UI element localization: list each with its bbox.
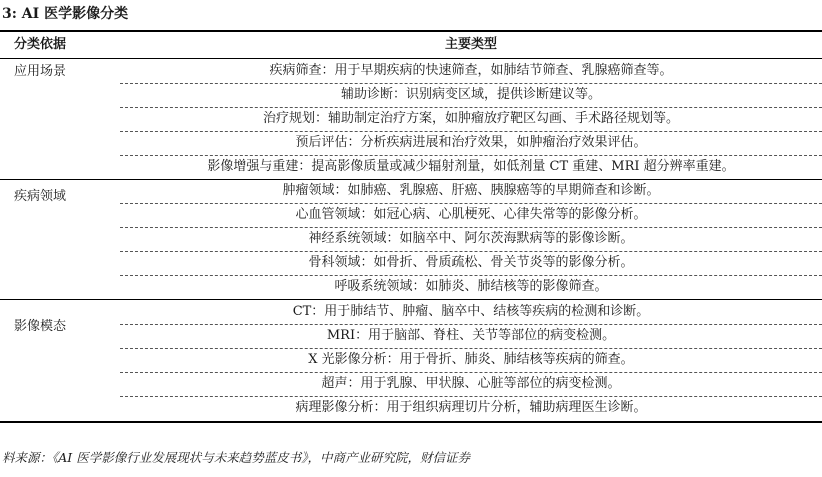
type-row: 预后评估：分析疾病进展和治疗效果，如肿瘤治疗效果评估。 xyxy=(295,135,647,150)
type-row: 超声：用于乳腺、甲状腺、心脏等部位的病变检测。 xyxy=(321,376,621,391)
type-row: 心血管领域：如冠心病、心肌梗死、心律失常等的影像分析。 xyxy=(295,207,647,222)
type-row: 肿瘤领域：如肺癌、乳腺癌、肝癌、胰腺癌等的早期筛查和诊断。 xyxy=(282,183,660,198)
type-row: 呼吸系统领域：如肺炎、肺结核等的影像筛查。 xyxy=(334,279,608,294)
header-types: 主要类型 xyxy=(444,37,497,52)
type-row: 辅助诊断：识别病变区域，提供诊断建议等。 xyxy=(340,87,601,102)
category-scenario: 应用场景 xyxy=(14,64,67,79)
top-rule xyxy=(0,30,822,32)
type-row: MRI：用于脑部、脊柱、关节等部位的病变检测。 xyxy=(326,328,616,343)
category-disease: 疾病领域 xyxy=(14,189,67,204)
category-modality: 影像模态 xyxy=(14,319,67,334)
source-note: 料来源：《AI 医学影像行业发展现状与未来趋势蓝皮书》，中商产业研究院，财信证券 xyxy=(2,450,470,465)
type-row: 神经系统领域：如脑卒中、阿尔茨海默病等的影像诊断。 xyxy=(308,231,634,246)
type-row: 疾病筛查：用于早期疾病的快速筛查，如肺结节筛查、乳腺癌筛查等。 xyxy=(269,63,673,78)
bottom-rule xyxy=(0,421,822,423)
header-basis: 分类依据 xyxy=(14,37,67,52)
type-row: 影像增强与重建：提高影像质量或减少辐射剂量，如低剂量 CT 重建、MRI 超分辨率重建。 xyxy=(207,159,735,174)
type-row: 治疗规划：辅助制定治疗方案，如肿瘤放疗靶区勾画、手术路径规划等。 xyxy=(262,111,679,126)
type-row: CT：用于肺结节、肿瘤、脑卒中、结核等疾病的检测和诊断。 xyxy=(292,304,650,319)
type-row: 病理影像分析：用于组织病理切片分析，辅助病理医生诊断。 xyxy=(295,400,647,415)
type-row: 骨科领域：如骨折、骨质疏松、骨关节炎等的影像分析。 xyxy=(308,255,634,270)
table-title: 3: AI 医学影像分类 xyxy=(2,6,129,22)
type-row: X 光影像分析：用于骨折、肺炎、肺结核等疾病的筛查。 xyxy=(308,352,634,367)
table-header xyxy=(0,33,822,57)
